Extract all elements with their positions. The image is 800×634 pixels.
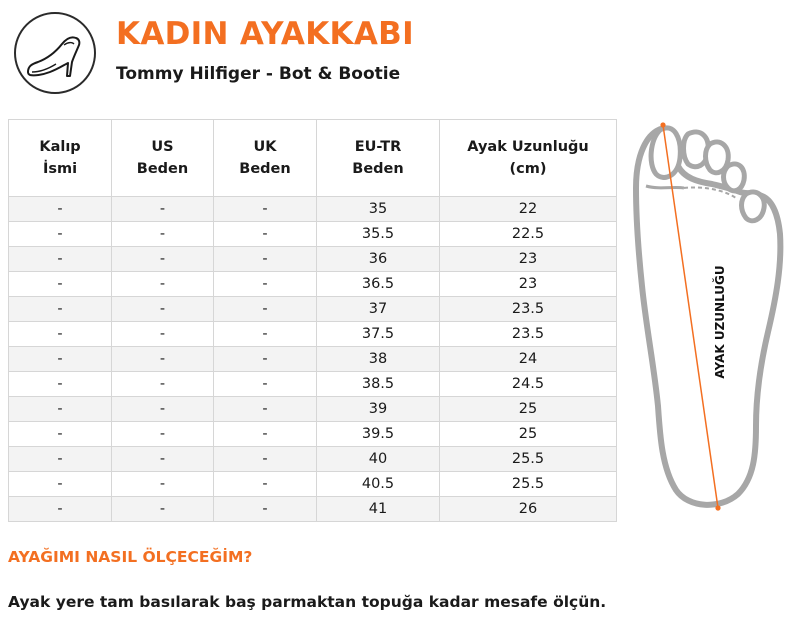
cell-length: 26 <box>440 497 617 522</box>
cell-uk: - <box>214 247 317 272</box>
cell-length: 24.5 <box>440 372 617 397</box>
foot-diagram <box>624 116 788 516</box>
header-eu-tr-beden: EU-TR Beden <box>317 120 440 197</box>
cell-length: 23 <box>440 247 617 272</box>
table-row <box>9 247 617 272</box>
high-heel-shoe-icon <box>24 32 86 78</box>
table-row <box>9 197 617 222</box>
cell-us: - <box>112 422 214 447</box>
table-row <box>9 297 617 322</box>
cell-us: - <box>112 472 214 497</box>
cell-length: 25 <box>440 397 617 422</box>
cell-eu: 40 <box>317 447 440 472</box>
cell-length: 25 <box>440 422 617 447</box>
cell-eu: 36 <box>317 247 440 272</box>
table-row <box>9 472 617 497</box>
cell-kalip: - <box>9 197 112 222</box>
cell-us: - <box>112 197 214 222</box>
cell-eu: 36.5 <box>317 272 440 297</box>
cell-us: - <box>112 222 214 247</box>
cell-uk: - <box>214 197 317 222</box>
cell-kalip: - <box>9 497 112 522</box>
cell-uk: - <box>214 297 317 322</box>
table-row <box>9 422 617 447</box>
cell-kalip: - <box>9 297 112 322</box>
cell-us: - <box>112 497 214 522</box>
cell-length: 22.5 <box>440 222 617 247</box>
cell-kalip: - <box>9 447 112 472</box>
cell-uk: - <box>214 422 317 447</box>
cell-eu: 39.5 <box>317 422 440 447</box>
cell-length: 23.5 <box>440 297 617 322</box>
cell-length: 23 <box>440 272 617 297</box>
cell-uk: - <box>214 497 317 522</box>
page-header <box>14 12 774 98</box>
cell-kalip: - <box>9 322 112 347</box>
cell-us: - <box>112 372 214 397</box>
page-subtitle: Tommy Hilfiger - Bot & Bootie <box>116 64 401 84</box>
cell-length: 22 <box>440 197 617 222</box>
cell-uk: - <box>214 322 317 347</box>
cell-length: 24 <box>440 347 617 372</box>
cell-us: - <box>112 247 214 272</box>
cell-uk: - <box>214 397 317 422</box>
page-title: KADIN AYAKKABI <box>116 16 414 52</box>
table-row <box>9 397 617 422</box>
table-row <box>9 347 617 372</box>
size-chart-table <box>8 119 617 522</box>
table-row <box>9 222 617 247</box>
cell-uk: - <box>214 272 317 297</box>
cell-kalip: - <box>9 372 112 397</box>
cell-eu: 41 <box>317 497 440 522</box>
cell-eu: 39 <box>317 397 440 422</box>
cell-uk: - <box>214 372 317 397</box>
howto-text: Ayak yere tam basılarak baş parmaktan topuğa kadar mesafe ölçün. <box>8 593 607 611</box>
header-uk-beden: UK Beden <box>214 120 317 197</box>
cell-us: - <box>112 447 214 472</box>
brand-logo <box>14 12 96 94</box>
cell-kalip: - <box>9 222 112 247</box>
header-us-beden: US Beden <box>112 120 214 197</box>
foot-outline-icon <box>624 116 788 516</box>
cell-us: - <box>112 272 214 297</box>
cell-kalip: - <box>9 347 112 372</box>
header-ayak-uzunlugu: Ayak Uzunluğu (cm) <box>440 120 617 197</box>
cell-us: - <box>112 347 214 372</box>
header-kalip-ismi: Kalıp İsmi <box>9 120 112 197</box>
cell-uk: - <box>214 472 317 497</box>
cell-length: 25.5 <box>440 472 617 497</box>
table-row <box>9 272 617 297</box>
cell-kalip: - <box>9 272 112 297</box>
cell-uk: - <box>214 447 317 472</box>
diagram-label: AYAK UZUNLUĞU <box>713 265 727 379</box>
cell-uk: - <box>214 222 317 247</box>
cell-length: 23.5 <box>440 322 617 347</box>
cell-kalip: - <box>9 247 112 272</box>
cell-kalip: - <box>9 422 112 447</box>
table-row <box>9 497 617 522</box>
cell-us: - <box>112 322 214 347</box>
cell-eu: 38 <box>317 347 440 372</box>
table-row <box>9 322 617 347</box>
cell-kalip: - <box>9 397 112 422</box>
table-header-row <box>9 120 617 197</box>
cell-eu: 37.5 <box>317 322 440 347</box>
cell-eu: 35.5 <box>317 222 440 247</box>
cell-eu: 37 <box>317 297 440 322</box>
table-row <box>9 447 617 472</box>
cell-us: - <box>112 297 214 322</box>
cell-eu: 35 <box>317 197 440 222</box>
cell-kalip: - <box>9 472 112 497</box>
table-row <box>9 372 617 397</box>
cell-eu: 40.5 <box>317 472 440 497</box>
cell-uk: - <box>214 347 317 372</box>
cell-eu: 38.5 <box>317 372 440 397</box>
cell-length: 25.5 <box>440 447 617 472</box>
cell-us: - <box>112 397 214 422</box>
howto-title: AYAĞIMI NASIL ÖLÇECEĞİM? <box>8 548 253 566</box>
